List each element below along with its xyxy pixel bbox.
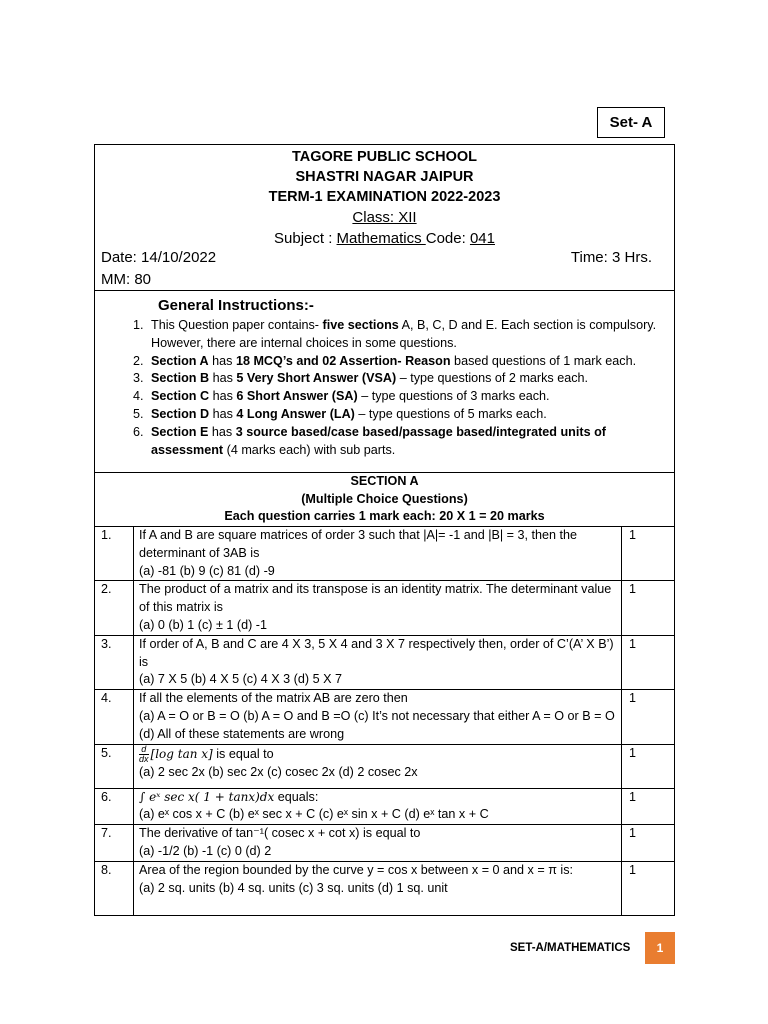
- question-row: [95, 690, 674, 744]
- question-text: If order of A, B and C are 4 X 3, 5 X 4 and 3 X 7 respectively then, order of C’(A’ X B’) is (a) 7 X 5 (b) 4 X 5 (c) 4 X 3 (d) 5 X 7: [134, 635, 622, 689]
- page-number: 1: [656, 941, 664, 955]
- instructions-list: [95, 317, 674, 459]
- question-row: [95, 744, 674, 788]
- question-text: Area of the region bounded by the curve y = cos x between x = 0 and x = π is: (a) 2 sq. units (b) 4 sq. units (c) 3 sq. units (d) 1 sq. unit: [134, 862, 622, 916]
- exam-header: [95, 145, 674, 291]
- questions-table: [95, 527, 674, 915]
- exam-time: Time: 3 Hrs.: [570, 249, 652, 266]
- question-number: 1.: [95, 527, 134, 581]
- question-number: 7.: [95, 825, 134, 862]
- section-name: SECTION A: [350, 474, 419, 488]
- exam-paper-frame: [94, 144, 675, 916]
- question-text: ∫ eˣ sec x( 1 + tanx)dx equals: (a) eˣ cos x + C (b) eˣ sec x + C (c) eˣ sin x + C (d) eˣ tan x + C: [134, 788, 622, 825]
- exam-title: TERM-1 EXAMINATION 2022-2023: [268, 189, 501, 205]
- question-text: The product of a matrix and its transpose is an identity matrix. The determinant value of this matrix is (a) 0 (b) 1 (c) ± 1 (d) -1: [134, 581, 622, 635]
- section-a-header: [95, 473, 674, 527]
- question-text: $\frac{d}{dx}$ [log tan x] is equal to (a) 2 sec 2x (b) sec 2x (c) cosec 2x (d) 2 cosec 2x: [134, 744, 622, 788]
- question-row: [95, 788, 674, 825]
- school-name: TAGORE PUBLIC SCHOOL: [291, 149, 477, 165]
- question-number: 8.: [95, 862, 134, 916]
- section-type: (Multiple Choice Questions): [301, 491, 468, 506]
- instruction-item: 2. Section A has 18 MCQ’s and 02 Assertion- Reason based questions of 1 mark each.: [147, 353, 674, 371]
- max-marks: MM: 80: [101, 271, 152, 288]
- instruction-item: 5. Section D has 4 Long Answer (LA) – type questions of 5 marks each.: [147, 406, 674, 424]
- question-number: 5.: [95, 744, 134, 788]
- question-marks: 1: [622, 862, 675, 916]
- instructions-title: General Instructions:-: [158, 297, 314, 314]
- question-row: [95, 581, 674, 635]
- question-number: 2.: [95, 581, 134, 635]
- question-row: [95, 635, 674, 689]
- question-marks: 1: [622, 690, 675, 744]
- subject-line: Subject : Mathematics Code: 041: [274, 230, 495, 247]
- exam-date: Date: 14/10/2022: [101, 249, 217, 266]
- question-number: 3.: [95, 635, 134, 689]
- instruction-item: 3. Section B has 5 Very Short Answer (VSA) – type questions of 2 marks each.: [147, 370, 674, 388]
- question-marks: 1: [622, 581, 675, 635]
- general-instructions: [95, 291, 674, 473]
- instruction-item: 4. Section C has 6 Short Answer (SA) – type questions of 3 marks each.: [147, 388, 674, 406]
- question-text: If all the elements of the matrix AB are zero then (a) A = O or B = O (b) A = O and B =O (c) It’s not necessary that either A = O or B = O (d) All of these statements are wrong: [134, 690, 622, 744]
- question-row: [95, 825, 674, 862]
- question-marks: 1: [622, 788, 675, 825]
- page-number-box: [645, 932, 675, 964]
- question-number: 4.: [95, 690, 134, 744]
- question-marks: 1: [622, 825, 675, 862]
- school-address: SHASTRI NAGAR JAIPUR: [295, 169, 474, 185]
- subject-name: Mathematics: [336, 230, 426, 247]
- set-label: Set- A: [609, 114, 653, 131]
- footer-label: SET-A/MATHEMATICS: [510, 942, 631, 954]
- question-row: [95, 862, 674, 916]
- question-row: [95, 527, 674, 581]
- question-text: If A and B are square matrices of order 3 such that |A|= -1 and |B| = 3, then the determinant of 3AB is (a) -81 (b) 9 (c) 81 (d) -9: [134, 527, 622, 581]
- question-text: The derivative of tan⁻¹( cosec x + cot x) is equal to (a) -1/2 (b) -1 (c) 0 (d) 2: [134, 825, 622, 862]
- instruction-item: 6. Section E has 3 source based/case based/passage based/integrated units of assessment (4 marks each) with sub parts.: [147, 424, 674, 460]
- instruction-item: 1. This Question paper contains- five sections A, B, C, D and E. Each section is compulsory. However, there are internal choices in some questions.: [147, 317, 674, 353]
- class-label: Class: XII: [352, 209, 417, 226]
- question-marks: 1: [622, 635, 675, 689]
- subject-code: 041: [469, 230, 495, 247]
- question-marks: 1: [622, 527, 675, 581]
- question-number: 6.: [95, 788, 134, 825]
- set-label-box: [597, 107, 665, 138]
- section-marks: Each question carries 1 mark each: 20 X 1 = 20 marks: [224, 509, 545, 523]
- question-marks: 1: [622, 744, 675, 788]
